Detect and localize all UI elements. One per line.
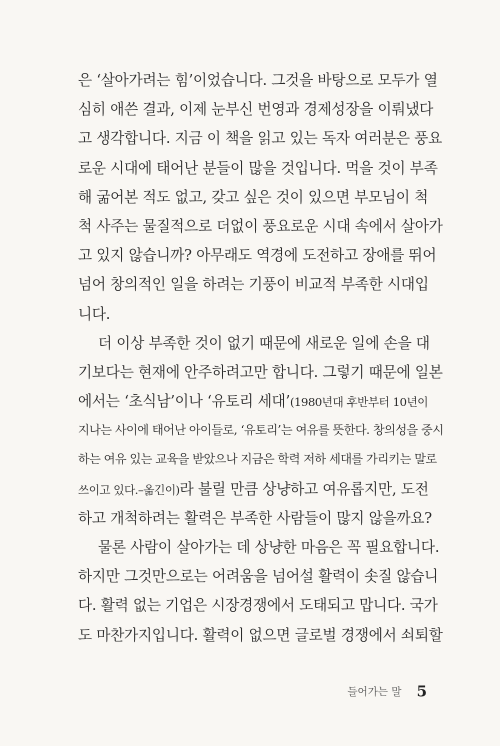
text-line-with-note [78, 387, 428, 416]
text-line: 고 있지 않습니까? 아무래도 역경에 도전하고 장애를 뛰어 [78, 247, 437, 265]
body-text [78, 66, 444, 650]
text-line: 하고 개척하려는 활력은 부족한 사람들이 많지 않을까요? [78, 509, 432, 527]
text-line: 넘어 창의적인 일을 하려는 기풍이 비교적 부족한 시대입 [78, 276, 429, 294]
text-line: 기보다는 현재에 안주하려고만 합니다. 그렇기 때문에 일본 [78, 363, 443, 381]
text-line: 척 사주는 물질적으로 더없이 풍요로운 시대 속에서 살아가 [78, 217, 443, 235]
page-number: 5 [416, 682, 427, 701]
section-title: 들어가는 말 [347, 685, 402, 698]
text-line: 은 ‘살아가려는 힘’이었습니다. 그것을 바탕으로 모두가 열 [78, 72, 438, 89]
text-line: 고 생각합니다. 지금 이 책을 읽고 있는 독자 여러분은 풍요 [78, 130, 443, 148]
page-footer [347, 681, 427, 701]
text-line: 해 굶어본 적도 없고, 갖고 싶은 것이 있으면 부모님이 척 [78, 188, 429, 206]
translator-note: (1980년대 후반부터 10년이 [290, 395, 428, 410]
text-line: 도 마찬가지입니다. 활력이 없으면 글로벌 경쟁에서 쇠퇴할 [78, 626, 443, 644]
text-line-with-note [78, 475, 428, 504]
main-text: 에서는 ‘초식남’이나 ‘유토리 세대’ [78, 393, 291, 411]
translator-note-line: 지나는 사이에 태어난 아이들로, ‘유토리’는 여유를 뜻한다. 창의성을 중시 [78, 423, 444, 438]
text-line: 다. 활력 없는 기업은 시장경쟁에서 도태되고 맙니다. 국가 [78, 597, 438, 615]
translator-note: 쓰이고 있다.–옮긴이) [78, 482, 180, 497]
translator-note-line: 하는 여유 있는 교육을 받았으나 지금은 학력 저하 세대를 가리키는 말로 [78, 452, 437, 467]
paragraph-start-line: 물론 사람이 살아가는 데 상냥한 마음은 꼭 필요합니다. [98, 539, 440, 556]
main-text: 라 불릴 만큼 상냥하고 여유롭지만, 도전 [179, 480, 429, 498]
paragraph-start-line: 더 이상 부족한 것이 없기 때문에 새로운 일에 손을 대 [98, 334, 430, 352]
text-line: 니다. [78, 305, 111, 323]
text-line: 로운 시대에 태어난 분들이 많을 것입니다. 먹을 것이 부족 [78, 159, 438, 177]
text-line: 하지만 그것만으로는 어려움을 넘어설 활력이 솟질 않습니 [78, 568, 439, 586]
text-line: 심히 애쓴 결과, 이제 눈부신 번영과 경제성장을 이뤄냈다 [78, 101, 434, 119]
